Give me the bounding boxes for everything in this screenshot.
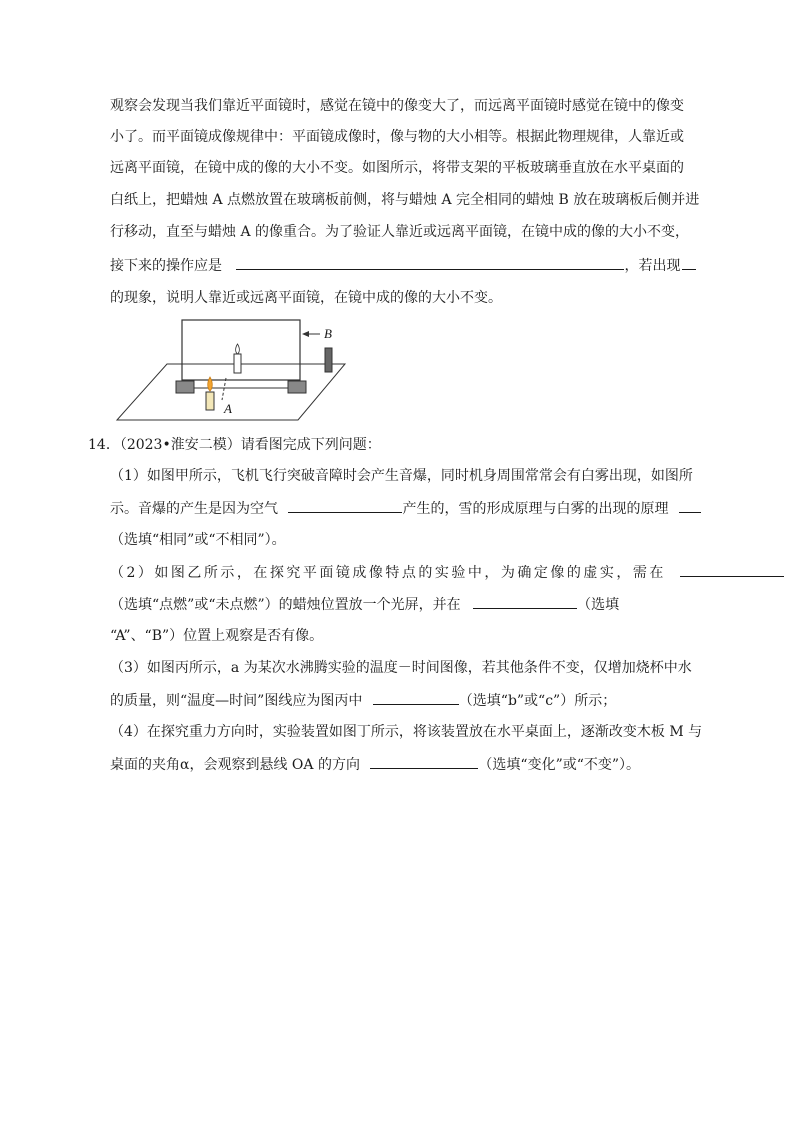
candle-a-icon — [206, 392, 214, 410]
q14-part4-line-1: （4）在探究重力方向时，实验装置如图丁所示，将该装置放在水平桌面上，逐渐改变木板 M 与 — [110, 724, 703, 740]
q14-part1-line-1: （1）如图甲所示，飞机飞行突破音障时会产生音爆，同时机身周围常常会有白雾出现，如图所 — [110, 468, 693, 484]
q13-text-line-2: 小了。而平面镜成像规律中：平面镜成像时，像与物的大小相等。根据此物理规律，人靠近或 — [110, 129, 684, 145]
candle-a-pointer-line — [222, 378, 226, 400]
q14-part4-line2-suffix: （选填“变化”或“不变”）。 — [478, 757, 641, 773]
q14-part1-line-2 — [110, 498, 701, 519]
q14-part3-line2-suffix: （选填“b”或“c”）所示； — [458, 693, 617, 709]
q14-answer-blank-2b[interactable] — [473, 594, 577, 609]
label-b: B — [324, 326, 332, 341]
q13-text-line-7: 的现象，说明人靠近或远离平面镜，在镜中成的像的大小不变。 — [110, 290, 502, 306]
q14-part3-line-2 — [110, 690, 616, 711]
q14-header: 14．（2023•淮安二模）请看图完成下列问题： — [88, 437, 381, 453]
q14-answer-blank-1a[interactable] — [288, 498, 402, 513]
q14-answer-blank-2a[interactable] — [680, 562, 784, 577]
q13-text-line-5: 行移动，直至与蜡烛 A 的像重合。为了验证人靠近或远离平面镜，在镜中成的像的大小不变， — [110, 224, 690, 240]
q14-answer-blank-1b[interactable] — [679, 498, 701, 513]
candle-b-arrow-icon — [302, 331, 309, 337]
q14-part1-line2-suffix: 产生的，雪的形成原理与白雾的出现的原理 — [402, 501, 669, 517]
q13-text-line-3: 远离平面镜，在镜中成的像的大小不变。如图所示，将带支架的平板玻璃垂直放在水平桌面的 — [110, 160, 684, 176]
q13-answer-blank-phenomenon[interactable] — [682, 255, 696, 270]
q14-part4-line2-prefix: 桌面的夹角α，会观察到悬线 OA 的方向 — [110, 757, 360, 773]
candle-image-icon — [234, 354, 241, 373]
q13-line6-prefix: 接下来的操作应是 — [110, 258, 222, 274]
support-right — [288, 381, 306, 393]
q14-answer-blank-3[interactable] — [373, 690, 459, 705]
q13-text-line-6 — [110, 255, 696, 276]
q13-line6-suffix: ，若出现 — [624, 258, 681, 274]
q14-part2-line-3: “A”、“B”）位置上观察是否有像。 — [110, 628, 324, 644]
q14-part3-line2-prefix: 的质量，则“温度—时间”图线应为图丙中 — [110, 693, 363, 709]
plane-mirror-experiment-figure — [110, 318, 350, 422]
q14-part1-line2-prefix: 示。音爆的产生是因为空气 — [110, 501, 278, 517]
q13-text-line-1: 观察会发现当我们靠近平面镜时，感觉在镜中的像变大了，而远离平面镜时感觉在镜中的像变 — [110, 98, 684, 114]
q14-part2-line-2 — [110, 594, 619, 615]
label-a: A — [224, 401, 232, 416]
q14-part3-line-1: （3）如图丙所示，a 为某次水沸腾实验的温度－时间图像，若其他条件不变，仅增加烧杯中水 — [110, 660, 692, 676]
q14-part2-line-1 — [110, 562, 784, 583]
candle-b-icon — [325, 348, 332, 372]
q14-part2-line2-suffix: （选填 — [577, 597, 620, 613]
support-left — [176, 381, 194, 393]
q14-part2-line2-prefix: （选填“点燃”或“未点燃”）的蜡烛位置放一个光屏，并在 — [110, 597, 461, 613]
q14-answer-blank-4[interactable] — [370, 754, 478, 769]
q13-answer-blank-operation[interactable] — [236, 255, 624, 270]
q14-part1-line-3: （选填“相同”或“不相同”）。 — [110, 532, 286, 548]
q14-part2-line1-prefix: （2）如图乙所示，在探究平面镜成像特点的实验中，为确定像的虚实，需在 — [110, 565, 666, 581]
q13-text-line-4: 白纸上，把蜡烛 A 点燃放置在玻璃板前侧，将与蜡烛 A 完全相同的蜡烛 B 放在玻璃板后侧并进 — [110, 192, 700, 208]
candle-a-flame-icon — [208, 377, 213, 391]
candle-image-flame-icon — [236, 344, 240, 354]
q14-part4-line-2 — [110, 754, 640, 775]
